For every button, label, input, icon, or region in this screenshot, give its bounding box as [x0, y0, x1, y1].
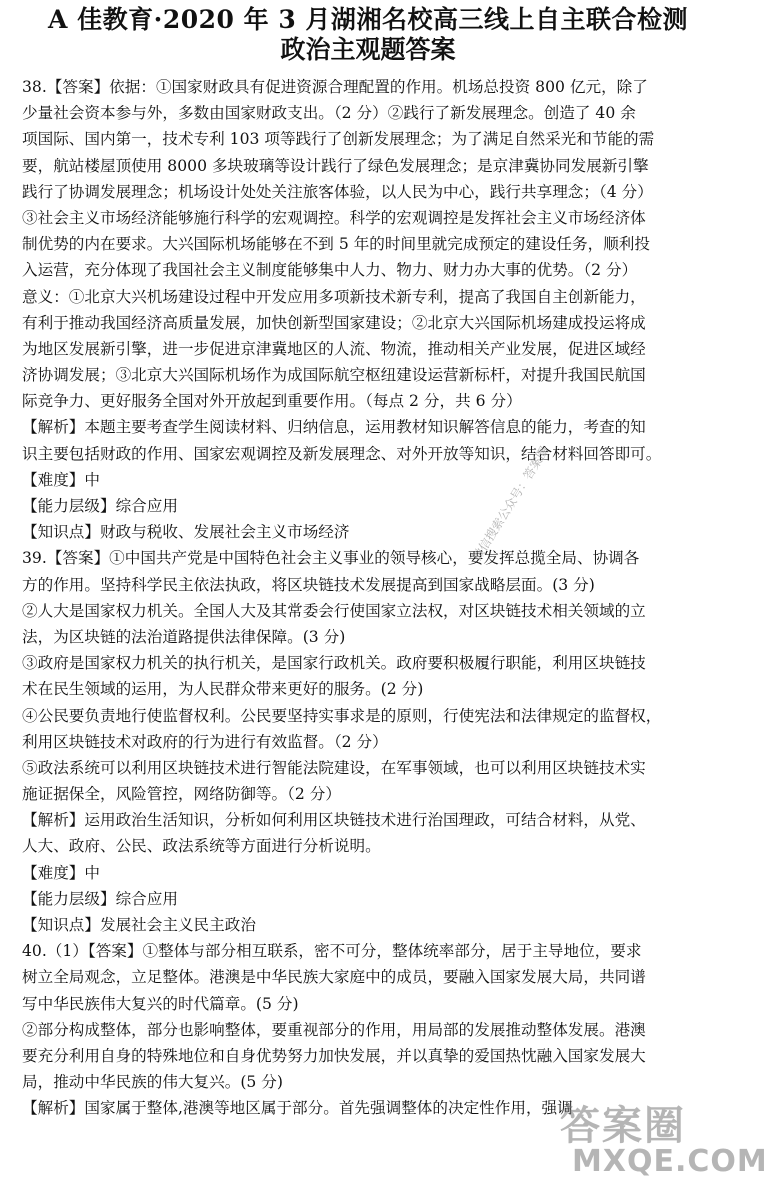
- text-line: 项国际、国内第一，技术专利 103 项等践行了创新发展理念；为了满足自然采光和节能的需: [22, 130, 655, 149]
- text-line: 【知识点】发展社会主义民主政治: [22, 916, 256, 934]
- text-line: 制优势的内在要求。大兴国际机场能够在不到 5 年的时间里就完成预定的建设任务，顺利投: [22, 235, 650, 254]
- text-line: 【解析】运用政治生活知识，分析如何利用区块链技术进行治国理政，可结合材料，从党、: [22, 811, 646, 830]
- text-line: 要，航站楼屋顶使用 8000 多块玻璃等设计践行了绿色发展理念；是京津冀协同发展新引擎: [22, 156, 649, 175]
- text-line: 树立全局观念，立足整体。港澳是中华民族大家庭中的成员，要融入国家发展大局，共同谱: [22, 968, 646, 987]
- text-line: 【能力层级】综合应用: [22, 889, 178, 908]
- text-line: 写中华民族伟大复兴的时代篇章。(5 分): [22, 994, 299, 1013]
- text-line: 施证据保全，风险管控，网络防御等。（2 分）: [22, 785, 341, 804]
- logo-name: 答案圈: [560, 1103, 686, 1149]
- text-line: 意义：①北京大兴机场建设过程中开发应用多项新技术新专利，提高了我国自主创新能力，: [22, 287, 646, 306]
- text-line: 践行了协调发展理念；机场设计处处关注旅客体验，以人民为中心，践行共享理念；（4 分）: [22, 182, 653, 201]
- site-logo: [554, 1092, 768, 1183]
- document-subtitle: 政治主观题答案: [280, 35, 456, 64]
- text-line: ③社会主义市场经济能够施行科学的宏观调控。科学的宏观调控是发挥社会主义市场经济体: [22, 208, 646, 227]
- text-line: 少量社会资本参与外，多数由国家财政支出。（2 分）②践行了新发展理念。创造了 40 余: [22, 104, 636, 123]
- text-line: 有利于推动我国经济高质量发展，加快创新型国家建设；②北京大兴国际机场建成投运将成: [22, 313, 646, 332]
- text-line: 入运营，充分体现了我国社会主义制度能够集中人力、物力、财力办大事的优势。（2 分）: [22, 261, 638, 280]
- text-line: 利用区块链技术对政府的行为进行有效监督。（2 分）: [22, 732, 388, 751]
- text-line: ②部分构成整体，部分也影响整体，要重视部分的作用，用局部的发展推动整体发展。港澳: [22, 1020, 646, 1039]
- text-line: 方的作用。坚持科学民主依法执政，将区块链技术发展提高到国家战略层面。(3 分): [22, 575, 595, 594]
- text-line: ②人大是国家权力机关。全国人大及其常委会行使国家立法权，对区块链技术相关领域的立: [22, 601, 646, 620]
- text-line: 人大、政府、公民、政法系统等方面进行分析说明。: [22, 837, 381, 856]
- text-line: 【难度】中: [22, 470, 100, 489]
- text-line: 【解析】本题主要考查学生阅读材料、归纳信息，运用教材知识解答信息的能力，考查的知: [22, 418, 646, 437]
- document-title: A 佳教育·2020 年 3 月湖湘名校高三线上自主联合检测: [48, 5, 688, 34]
- text-line: 术在民生领域的运用，为人民群众带来更好的服务。(2 分): [22, 680, 424, 699]
- text-line: 为地区发展新引擎，进一步促进京津冀地区的人流、物流，推动相关产业发展，促进区域经: [22, 339, 646, 358]
- text-line: 【能力层级】综合应用: [22, 497, 178, 515]
- text-line: 【难度】中: [22, 863, 100, 882]
- text-line: 法，为区块链的法治道路提供法律保障。(3 分): [22, 627, 346, 646]
- text-line: 济协调发展；③北京大兴国际机场作为成国际航空枢纽建设运营新标杆，对提升我国民航国: [22, 366, 646, 385]
- text-line: 要充分利用自身的特殊地位和自身优势努力加快发展，并以真挚的爱国热忱融入国家发展大: [22, 1046, 646, 1065]
- text-line: 【知识点】财政与税收、发展社会主义市场经济: [22, 523, 350, 542]
- text-line: ④公民要负责地行使监督权利。公民要坚持实事求是的原则，行使宪法和法律规定的监督权，: [22, 706, 662, 725]
- logo-url: MXQE.COM: [572, 1144, 768, 1179]
- text-line: 【解析】国家属于整体,港澳等地区属于部分。首先强调整体的决定性作用，强调: [22, 1099, 573, 1118]
- text-line: 识主要包括财政的作用、国家宏观调控及新发展理念、对外开放等知识，结合材料回答即可。: [22, 444, 662, 463]
- text-line: 38.【答案】依据：①国家财政具有促进资源合理配置的作用。机场总投资 800 亿元，除了: [22, 78, 648, 96]
- answer-body: [22, 74, 716, 1122]
- text-line: 际竞争力、更好服务全国对外开放起到重要作用。（每点 2 分，共 6 分）: [22, 392, 522, 411]
- watermark-text: 微信搜索公众号：答案圈: [469, 444, 552, 564]
- text-line: 40.（1）【答案】①整体与部分相互联系，密不可分，整体统率部分，居于主导地位，要求: [22, 942, 642, 961]
- text-line: ③政府是国家权力机关的执行机关，是国家行政机关。政府要积极履行职能，利用区块链技: [22, 654, 646, 673]
- text-line: ⑤政法系统可以利用区块链技术进行智能法院建设，在军事领域，也可以利用区块链技术实: [22, 758, 646, 777]
- text-line: 39.【答案】①中国共产党是中国特色社会主义事业的领导核心，要发挥总揽全局、协调各: [22, 549, 640, 568]
- text-line: 局，推动中华民族的伟大复兴。(5 分): [22, 1073, 283, 1092]
